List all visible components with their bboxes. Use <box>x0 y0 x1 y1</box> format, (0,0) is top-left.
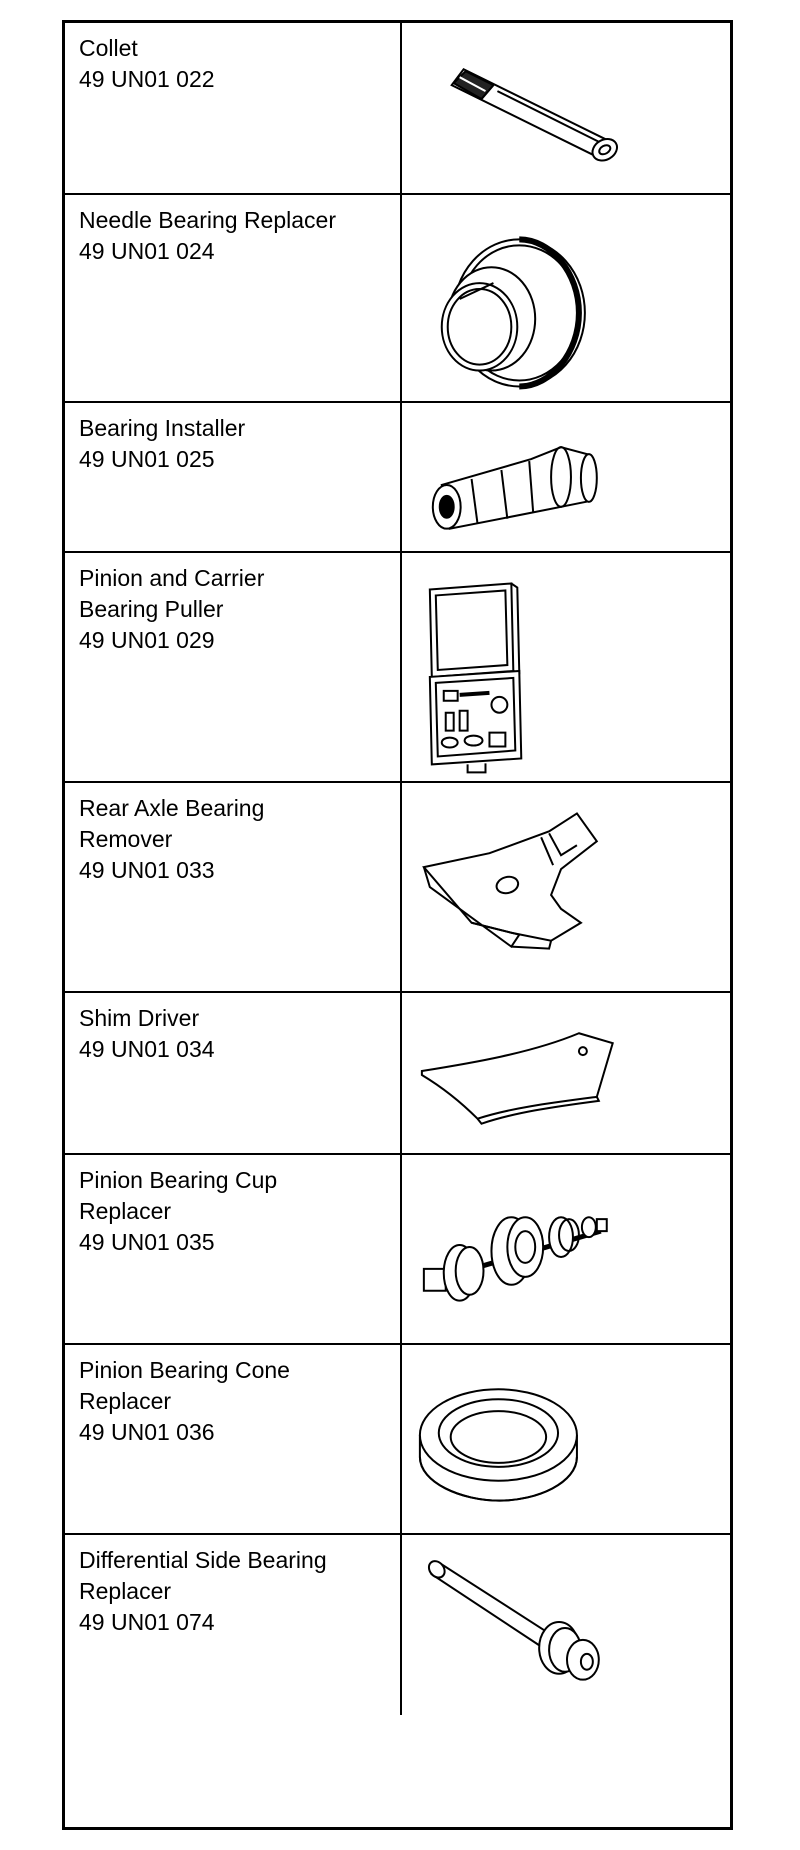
table-row <box>65 553 730 783</box>
tool-description <box>65 1345 402 1533</box>
table-row <box>65 23 730 195</box>
tool-name: Shim Driver <box>79 1005 200 1031</box>
table-row <box>65 1535 730 1715</box>
differential-side-bearing-replacer-icon <box>402 1535 730 1715</box>
tool-name-line: Rear Axle Bearing <box>79 795 265 821</box>
tool-description <box>65 1155 402 1343</box>
bearing-puller-case-icon <box>402 553 730 781</box>
tool-name-line: Pinion Bearing Cone <box>79 1357 290 1383</box>
tool-part-number: 49 UN01 024 <box>79 238 215 264</box>
tool-part-number: 49 UN01 025 <box>79 446 215 472</box>
table-row <box>65 1155 730 1345</box>
tool-description <box>65 783 402 991</box>
tool-part-number: 49 UN01 035 <box>79 1229 215 1255</box>
table-row <box>65 195 730 403</box>
tool-part-number: 49 UN01 074 <box>79 1609 215 1635</box>
tool-part-number: 49 UN01 022 <box>79 66 215 92</box>
rear-axle-bearing-remover-icon <box>402 783 730 991</box>
needle-bearing-replacer-icon <box>402 195 730 401</box>
tool-part-number: 49 UN01 033 <box>79 857 215 883</box>
tool-description <box>65 993 402 1153</box>
tool-name: Collet <box>79 35 138 61</box>
collet-icon <box>402 23 730 193</box>
tool-name: Needle Bearing Replacer <box>79 207 336 233</box>
tool-name-line: Remover <box>79 826 173 852</box>
tool-name-line: Replacer <box>79 1388 172 1414</box>
tool-description <box>65 1535 402 1715</box>
bearing-installer-icon <box>402 403 730 551</box>
table-row <box>65 993 730 1155</box>
tool-part-number: 49 UN01 036 <box>79 1419 215 1445</box>
tool-name-line: Differential Side Bearing <box>79 1547 327 1573</box>
tool-name-line: Replacer <box>79 1578 172 1604</box>
tool-description <box>65 195 402 401</box>
tool-part-number: 49 UN01 029 <box>79 627 215 653</box>
tool-name-line: Bearing Puller <box>79 596 224 622</box>
special-tools-table <box>62 20 733 1830</box>
tool-name-line: Pinion Bearing Cup <box>79 1167 278 1193</box>
tool-name-line: Replacer <box>79 1198 172 1224</box>
table-row <box>65 403 730 553</box>
shim-driver-icon <box>402 993 730 1153</box>
tool-description <box>65 403 402 551</box>
pinion-bearing-cone-replacer-icon <box>402 1345 730 1533</box>
tool-description <box>65 553 402 781</box>
table-row <box>65 783 730 993</box>
table-row <box>65 1345 730 1535</box>
tool-name: Bearing Installer <box>79 415 246 441</box>
pinion-bearing-cup-replacer-icon <box>402 1155 730 1343</box>
tool-name-line: Pinion and Carrier <box>79 565 265 591</box>
tool-part-number: 49 UN01 034 <box>79 1036 215 1062</box>
tool-description <box>65 23 402 193</box>
